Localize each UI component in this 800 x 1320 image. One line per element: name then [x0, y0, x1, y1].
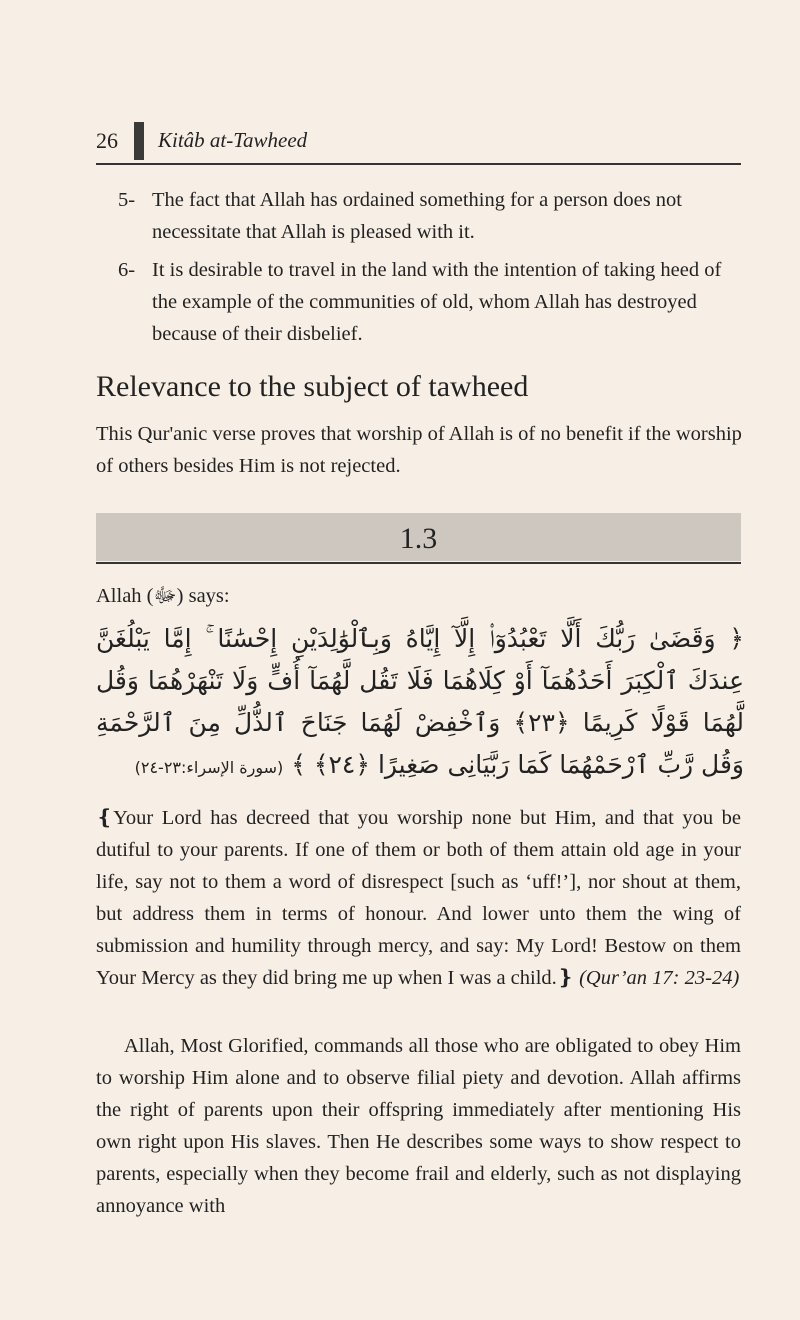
- arabic-verse: [96, 618, 744, 789]
- point-number: 5-: [118, 189, 136, 211]
- numbered-points: [118, 184, 748, 356]
- point-text: The fact that Allah has ordained something for a person does not necessitate that Allah is pleased with it.: [152, 189, 683, 243]
- point-text: It is desirable to travel in the land with the intention of taking heed of the example of the communities of old, whom Allah has destroyed because of their disbelief.: [152, 259, 722, 345]
- says-line: Allah (ﷻ) says:: [96, 585, 230, 607]
- header-rule: [96, 163, 741, 165]
- running-head: [96, 122, 741, 166]
- list-item: [118, 184, 748, 248]
- chapter-rule: [96, 562, 741, 564]
- arabic-verse-text: ﴿ وَقَضَىٰ رَبُّكَ أَلَّا تَعْبُدُوٓا۟ إِلَّآ إِيَّاهُ وَبِٱلْوَٰلِدَيْنِ إِحْسَٰنًا ۚ إِمَّا يَبْلُغَنَّ عِندَكَ ٱلْكِبَرَ أَحَدُهُمَآ أَوْ كِلَاهُمَا فَلَا تَقُل لَّهُمَآ أُفٍّ وَلَا تَنْهَرْهُمَا وَقُل لَّهُمَا قَوْلًا كَرِيمًا ﴿٢٣﴾ وَٱخْفِضْ لَهُمَا جَنَاحَ ٱلذُّلِّ مِنَ ٱلرَّحْمَةِ وَقُل رَّبِّ ٱرْحَمْهُمَا كَمَا رَبَّيَانِى صَغِيرًا ﴿٢٤﴾ ﴾: [96, 624, 744, 779]
- chapter-band: [96, 513, 741, 561]
- translation-paragraph: [96, 802, 741, 994]
- list-item: [118, 254, 748, 350]
- page-number: 26: [96, 128, 118, 153]
- quran-citation: (Qur’an 17: 23-24): [579, 967, 740, 989]
- surah-reference: (سورة الإسراء:٢٣-٢٤): [134, 758, 284, 777]
- commentary-paragraph: Allah, Most Glorified, commands all those who are obligated to obey Him to worship Him alone and to observe filial piety and devotion. Allah affirms the right of parents upon their offspring immediately after mentioning His own right upon His slaves. Then He describes some ways to show respect to parents, especially when they become frail and elderly, such as not displaying annoyance with: [96, 1035, 741, 1217]
- chapter-number: 1.3: [399, 522, 438, 555]
- section-heading: Relevance to the subject of tawheed: [96, 370, 529, 403]
- book-title: Kitâb at-Tawheed: [158, 128, 308, 152]
- header-bar-ornament: [134, 122, 144, 160]
- relevance-paragraph: This Qur'anic verse proves that worship of Allah is of no benefit if the worship of others besides Him is not rejected.: [96, 423, 742, 477]
- point-number: 6-: [118, 259, 136, 281]
- translation-text: ❴Your Lord has decreed that you worship none but Him, and that you be dutiful to your parents. If one of them or both of them attain old age in your life, say not to them a word of disrespect [such as ‘uff!’], nor shout at them, but address them in terms of honour. And lower unto them the wing of submission and humility through mercy, and say: My Lord! Bestow on them Your Mercy as they did bring me up when I was a child.❵: [96, 807, 741, 989]
